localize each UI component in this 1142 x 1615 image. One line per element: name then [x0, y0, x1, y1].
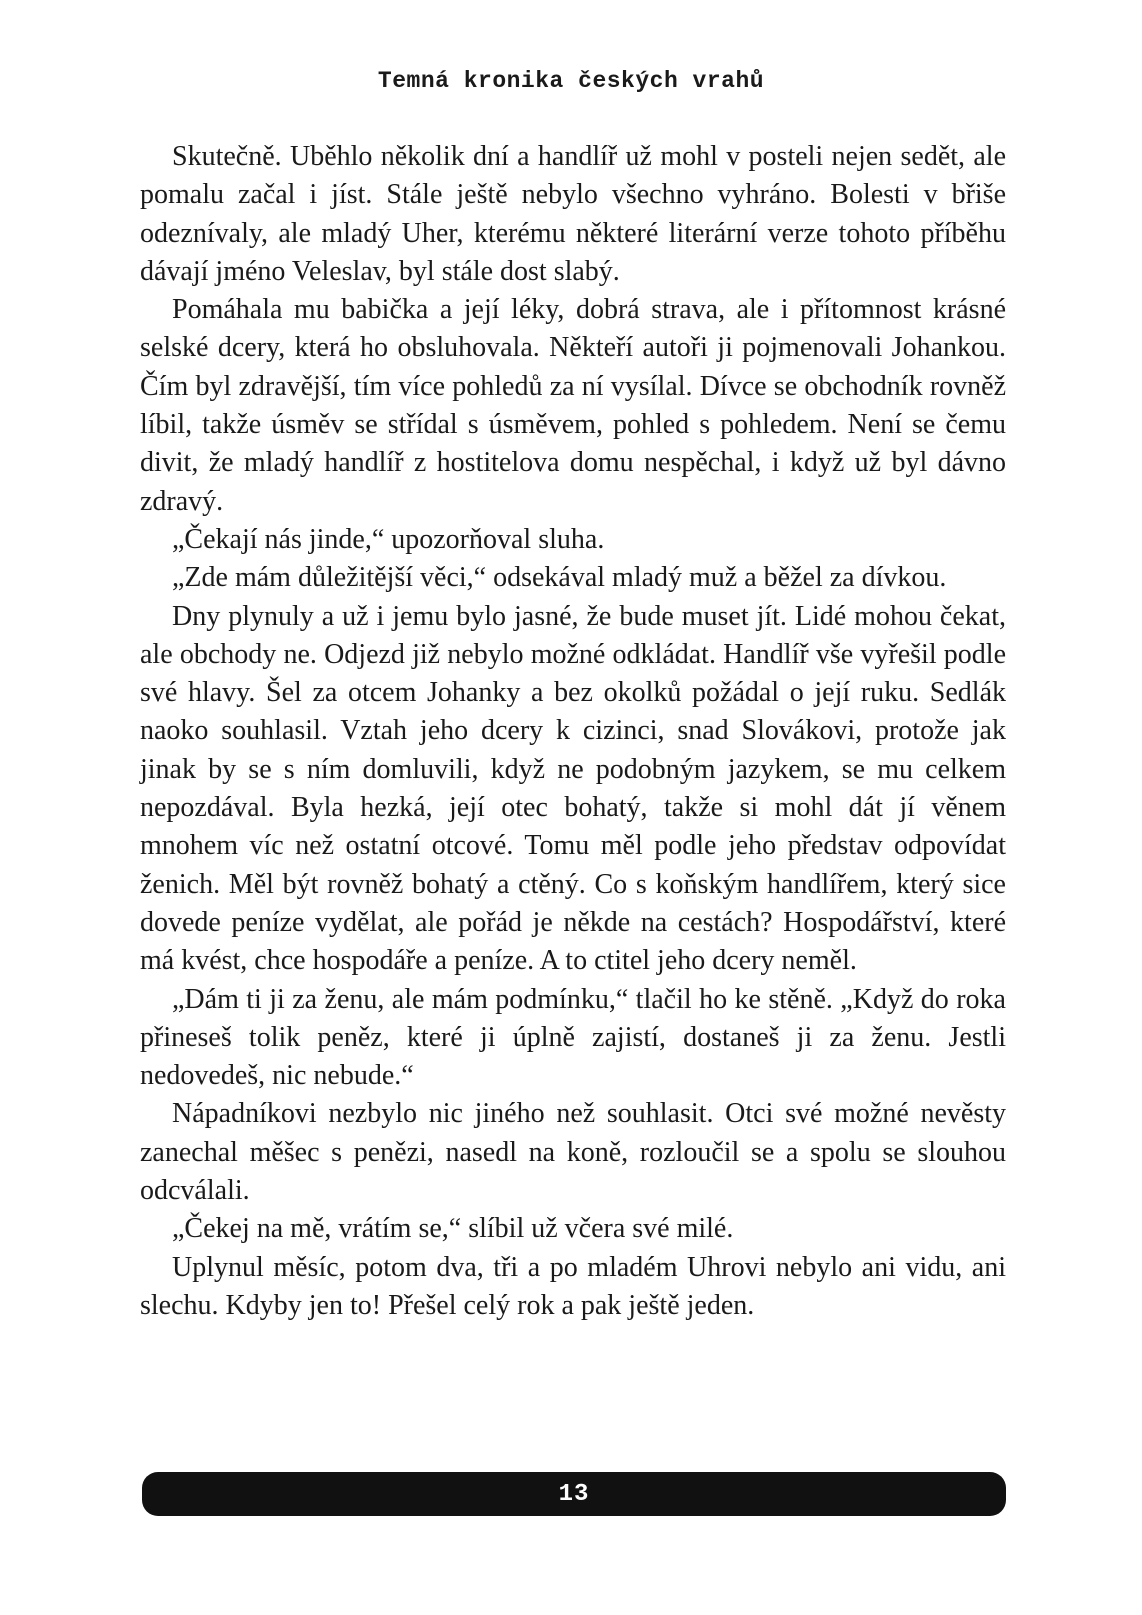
paragraph: Pomáhala mu babička a její léky, dobrá strava, ale i přítomnost krásné selské dcery, která ho obsluhovala. Někteří autoři ji pojmenovali Johankou. Čím byl zdravější, tím více pohledů za ní vysílal. Dívce se obchodník rovněž líbil, takže úsměv se střídal s úsměvem, pohled s pohledem. Není se čemu divit, že mladý handlíř z hostitelova domu nespěchal, i když už byl dávno zdravý. [140, 294, 1006, 517]
paragraph: „Dám ti ji za ženu, ale mám podmínku,“ tlačil ho ke stěně. „Když do roka přineseš tolik peněz, které ji úplně zajistí, dostaneš ji za ženu. Jestli nedovedeš, nic nebude.“ [140, 983, 1006, 1092]
paragraph: Uplynul měsíc, potom dva, tři a po mladém Uhrovi nebylo ani vidu, ani slechu. Kdyby jen to! Přešel celý rok a pak ještě jeden. [140, 1251, 1006, 1321]
paragraph: „Čekej na mě, vrátím se,“ slíbil už včera své milé. [172, 1213, 734, 1245]
paragraph: „Čekají nás jinde,“ upozorňoval sluha. [172, 523, 605, 555]
paragraph: Dny plynuly a už i jemu bylo jasné, že bude muset jít. Lidé mohou čekat, ale obchody ne. Odjezd již nebylo možné odkládat. Handlíř vše vyřešil podle své hlavy. Šel za otcem Johanky a bez okolků požádal o její ruku. Sedlák naoko souhlasil. Vztah jeho dcery k cizinci, snad Slovákovi, protože jak jinak by se s ním domluvili, když ne podobným jazykem, se mu celkem nepozdával. Byla hezká, její otec bohatý, takže si mohl dát jí věnem mnohem víc než ostatní otcové. Tomu měl podle jeho představ odpovídat ženich. Měl být rovněž bohatý a ctěný. Co s koňským handlířem, který sice dovede peníze vydělat, ale pořád je někde na cestách? Hospodářství, které má kvést, chce hospodáře a peníze. A to ctitel jeho dcery neměl. [140, 600, 1006, 977]
running-head: Temná kronika českých vrahů [377, 68, 765, 94]
paragraph: Nápadníkovi nezbylo nic jiného než souhlasit. Otci své možné nevěsty zanechal měšec s penězi, nasedl na koně, rozloučil se a spolu se slouhou odcválali. [140, 1098, 1006, 1207]
body-text [140, 138, 1006, 1325]
page-footer-bar [142, 1472, 1006, 1516]
page-number: 13 [558, 1480, 590, 1508]
paragraph: Skutečně. Uběhlo několik dní a handlíř už mohl v posteli nejen sedět, ale pomalu začal i jíst. Stále ještě nebylo všechno vyhráno. Bolesti v břiše odeznívaly, ale mladý Uher, kterému některé literární verze tohoto příběhu dávají jméno Veleslav, byl stále dost slabý. [140, 141, 1006, 287]
paragraph: „Zde mám důležitější věci,“ odsekával mladý muž a běžel za dívkou. [172, 562, 947, 594]
